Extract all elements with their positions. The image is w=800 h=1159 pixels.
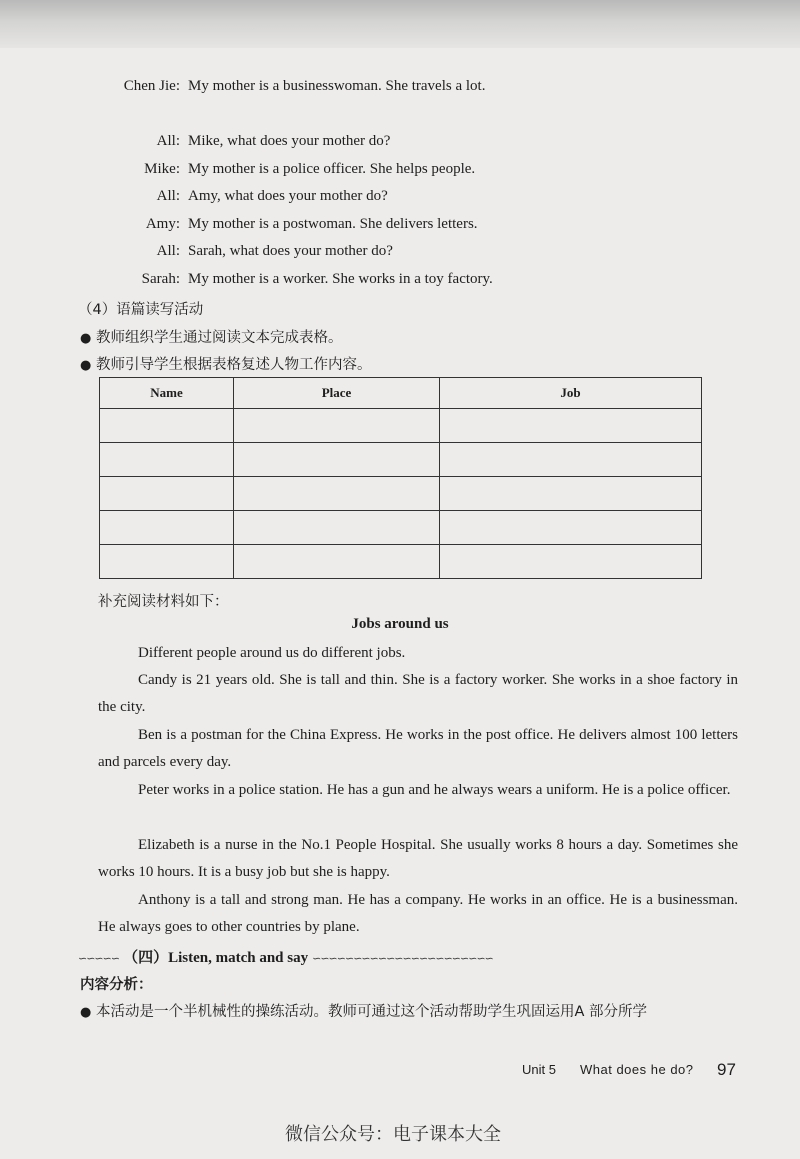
table-cell	[100, 409, 234, 443]
dialogue-text: Mike, what does your mother do?	[188, 133, 391, 149]
table-cell	[234, 511, 440, 545]
table-cell	[234, 545, 440, 579]
table-cell	[100, 477, 234, 511]
section-heading: （4）语篇读写活动	[78, 302, 204, 318]
table-cell	[440, 477, 702, 511]
bullet-dot-icon: ●	[80, 1005, 92, 1020]
dialogue-line	[0, 161, 800, 181]
reading-paragraph: Peter works in a police station. He has a gun and he always wears a uniform. He is a police officer.	[138, 782, 731, 798]
footer-subtitle: What does he do?	[580, 1062, 694, 1077]
dialogue-text: My mother is a police officer. She helps people.	[188, 161, 476, 177]
table-cell	[440, 545, 702, 579]
dialogue-text: Sarah, what does your mother do?	[188, 243, 393, 259]
reading-title: Jobs around us	[351, 616, 449, 632]
dialogue-line-top	[0, 78, 800, 98]
table-row	[100, 545, 702, 579]
dialogue-line	[0, 243, 800, 263]
table-cell	[234, 477, 440, 511]
table-header-row	[100, 378, 702, 409]
dialogue-speaker: All:	[156, 188, 180, 204]
table-cell	[100, 545, 234, 579]
dialogue-text: My mother is a businesswoman. She travels a lot.	[188, 78, 486, 94]
page-number: 97	[717, 1060, 736, 1079]
analysis-heading: 内容分析：	[80, 977, 153, 993]
table-row	[100, 409, 702, 443]
analysis-bullet	[80, 1000, 647, 1021]
table-row	[100, 477, 702, 511]
supplement-label: 补充阅读材料如下：	[98, 594, 229, 610]
table-cell	[234, 409, 440, 443]
table-row	[100, 511, 702, 545]
dialogue-line	[0, 271, 800, 291]
dialogue-line	[0, 188, 800, 208]
dialogue-speaker: Amy:	[145, 216, 180, 232]
bullet-dot-icon: ●	[80, 358, 92, 373]
bullet-text: 教师组织学生通过阅读文本完成表格。	[95, 330, 343, 346]
reading-paragraph: Anthony is a tall and strong man. He has a company. He works in an office. He is a businessman. He always goes to other countries by plane.	[98, 892, 738, 935]
bullet-item	[80, 326, 342, 347]
footer-unit: Unit 5	[522, 1062, 556, 1077]
dialogue-speaker: Mike:	[144, 161, 180, 177]
bullet-dot-icon: ●	[80, 331, 92, 346]
reading-paragraph: Elizabeth is a nurse in the No.1 People Hospital. She usually works 8 hours a day. Sometimes she works 10 hours. It is a busy job but she is happy.	[98, 837, 738, 880]
table-header-job: Job	[440, 378, 702, 409]
watermark-text: 微信公众号：电子课本大全	[285, 1124, 501, 1145]
table-cell	[440, 511, 702, 545]
table-cell	[440, 443, 702, 477]
activity-label: （四）Listen, match and say	[123, 950, 309, 966]
dialogue-speaker: All:	[156, 243, 180, 259]
bullet-text: 教师引导学生根据表格复述人物工作内容。	[95, 357, 372, 373]
dialogue-text: Amy, what does your mother do?	[188, 188, 388, 204]
dialogue-text: My mother is a postwoman. She delivers letters.	[188, 216, 478, 232]
reading-paragraph: Ben is a postman for the China Express. He works in the post office. He delivers almost 100 letters and parcels every day.	[98, 727, 738, 770]
table-cell	[100, 443, 234, 477]
dialogue-speaker: All:	[156, 133, 180, 149]
dialogue-speaker: Sarah:	[141, 271, 180, 287]
reading-paragraph: Different people around us do different jobs.	[138, 645, 406, 661]
table-cell	[234, 443, 440, 477]
dialogue-text: My mother is a worker. She works in a toy factory.	[188, 271, 493, 287]
dialogue-line	[0, 216, 800, 236]
reading-paragraph: Candy is 21 years old. She is tall and thin. She is a factory worker. She works in a shoe factory in the city.	[98, 672, 738, 715]
bullet-text: 本活动是一个半机械性的操练活动。教师可通过这个活动帮助学生巩固运用A 部分所学	[95, 1004, 647, 1020]
table-row	[100, 443, 702, 477]
dialogue-line	[0, 133, 800, 153]
table-header-place: Place	[234, 378, 440, 409]
bullet-item	[80, 353, 371, 374]
activity-heading	[78, 946, 493, 967]
dialogue-speaker: Chen Jie:	[123, 78, 180, 94]
table-cell	[440, 409, 702, 443]
table-cell	[100, 511, 234, 545]
wavy-rule-left: ∽∽∽∽∽	[78, 953, 120, 965]
table-header-name: Name	[100, 378, 234, 409]
fill-in-table	[99, 377, 702, 579]
wavy-rule-right: ∽∽∽∽∽∽∽∽∽∽∽∽∽∽∽∽∽∽∽∽∽∽	[312, 953, 493, 965]
